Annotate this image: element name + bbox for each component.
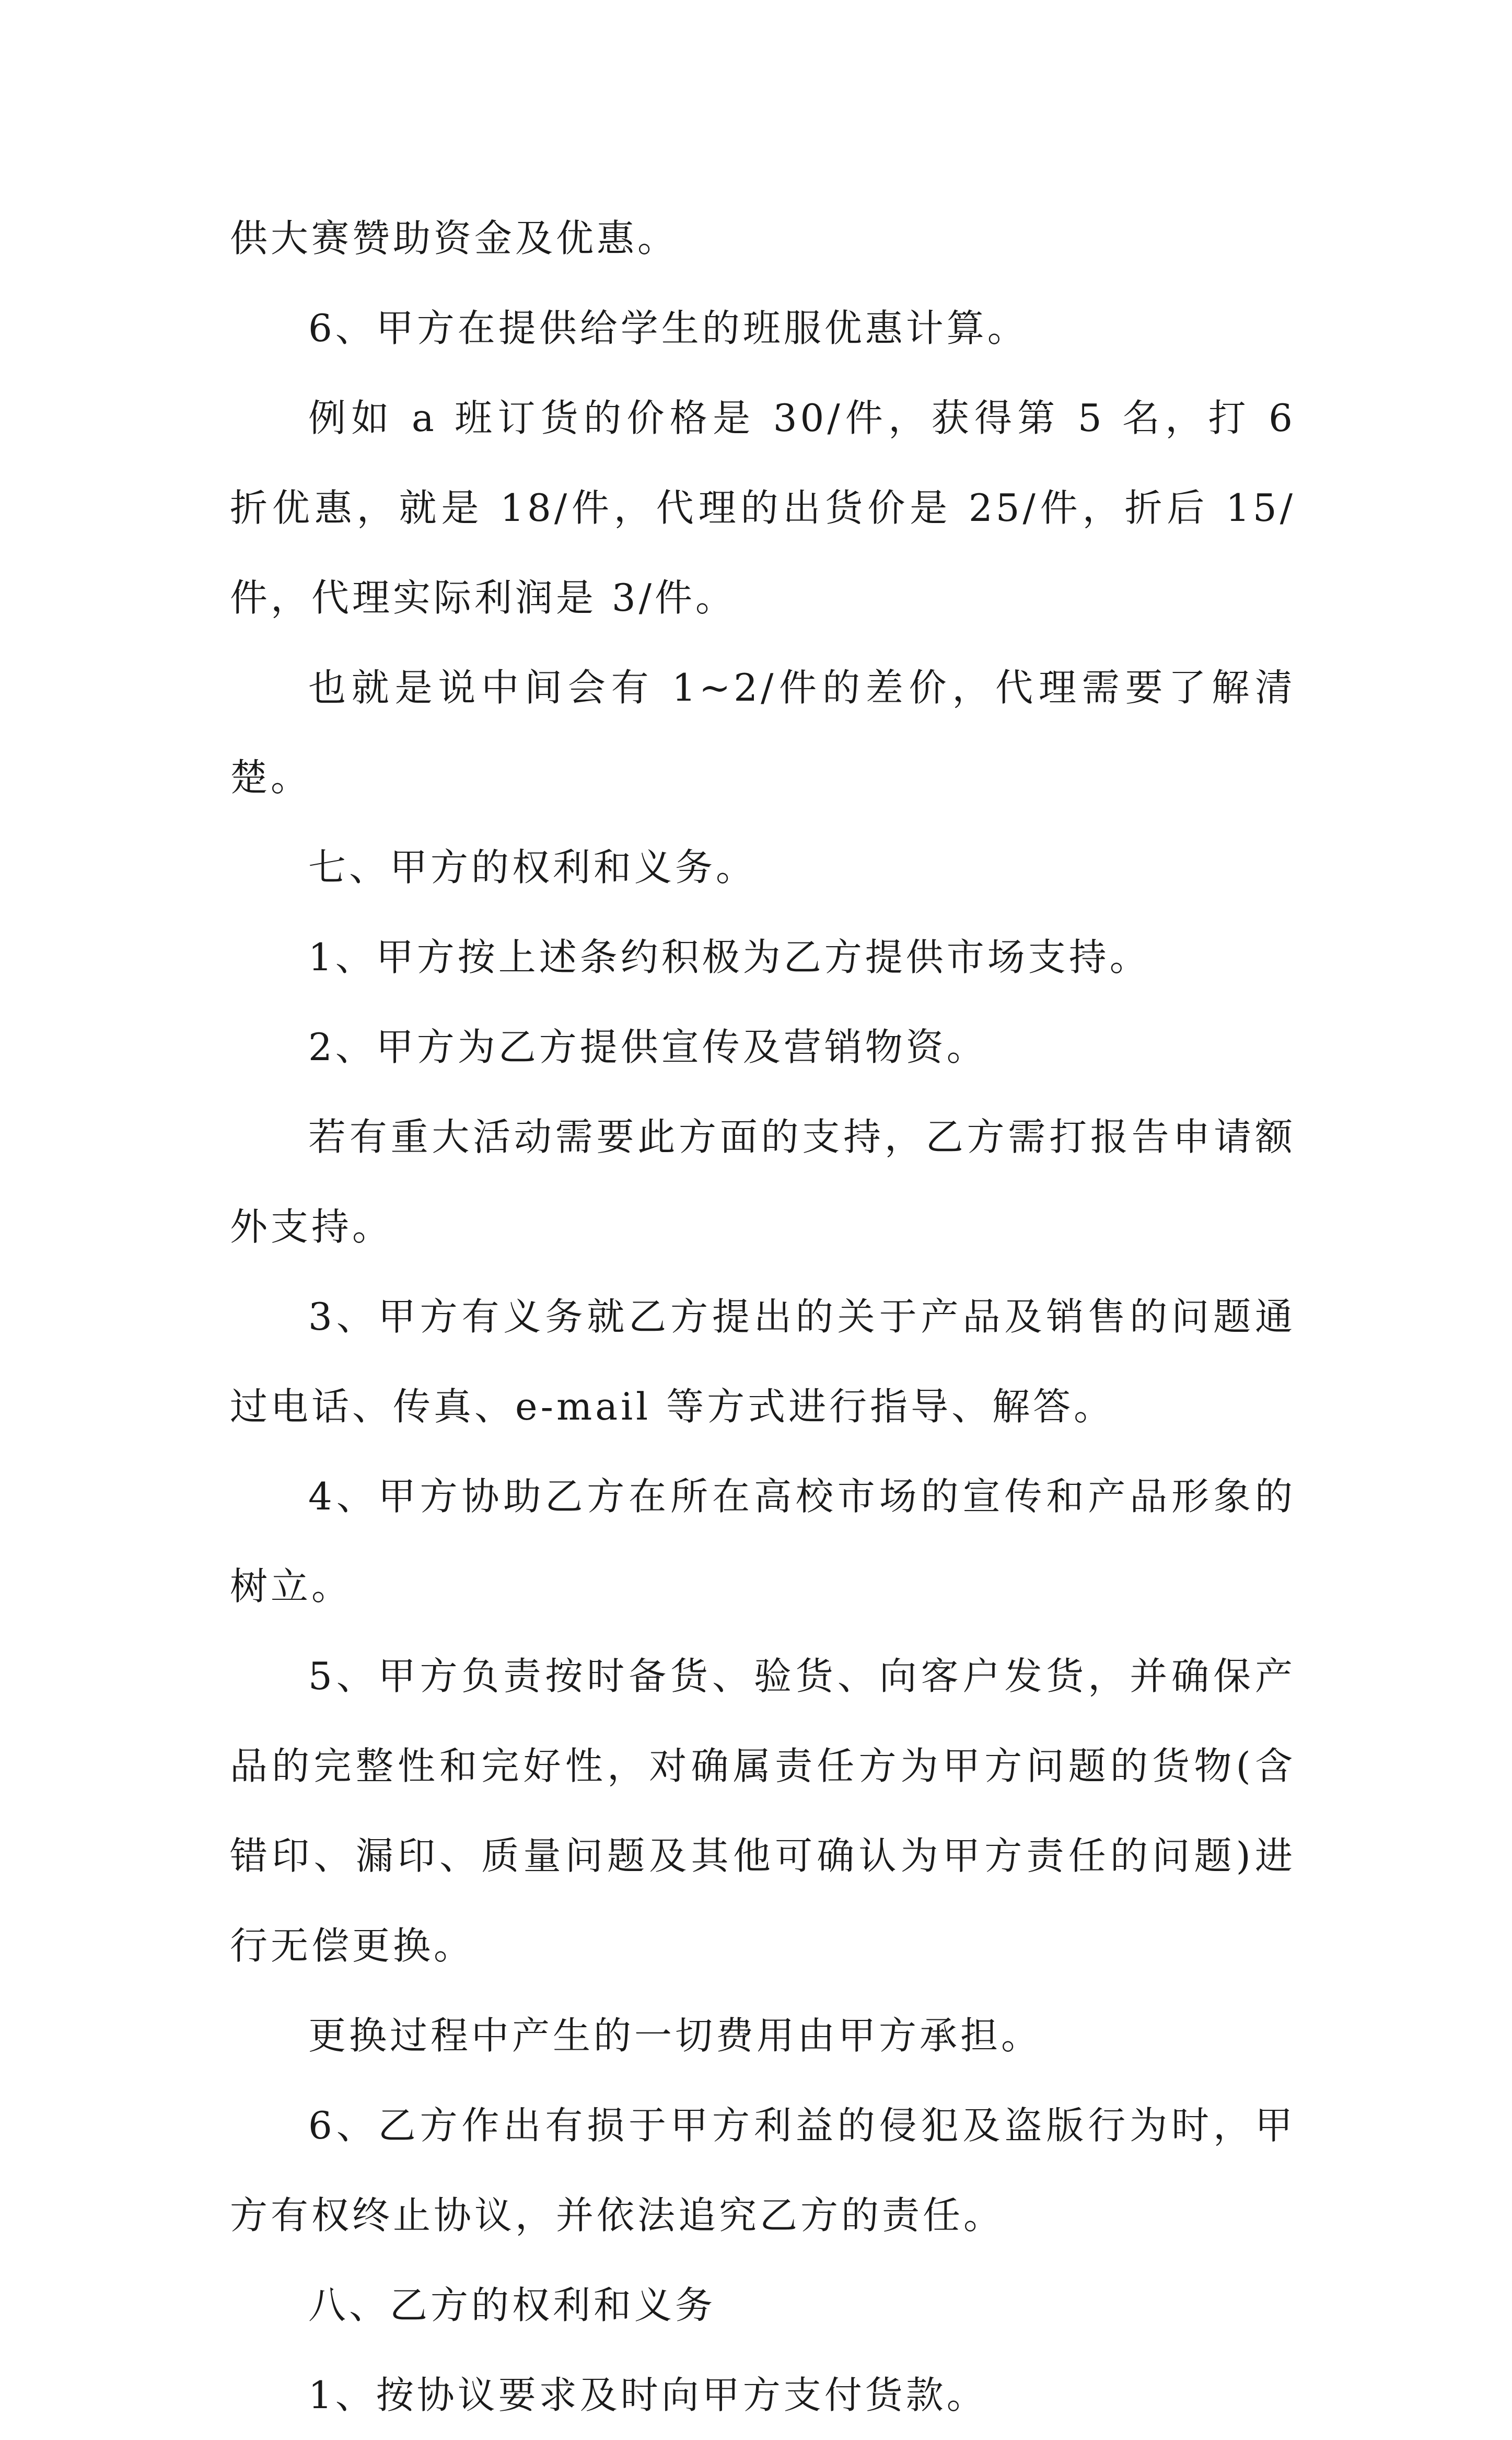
paragraph-2: 6、甲方在提供给学生的班服优惠计算。 <box>308 306 1028 350</box>
paragraph-8: 若有重大活动需要此方面的支持，乙方需打报告申请额外支持。 <box>230 1115 1296 1249</box>
paragraph-12: 更换过程中产生的一切费用由甲方承担。 <box>308 2014 1042 2058</box>
section-heading-8: 八、乙方的权利和义务 <box>308 2283 716 2327</box>
paragraph-7: 2、甲方为乙方提供宣传及营销物资。 <box>308 1025 987 1069</box>
paragraph-11: 5、甲方负责按时备货、验货、向客户发货，并确保产品的完整性和完好性，对确属责任方为甲方问题的货物(含错印、漏印、质量问题及其他可确认为甲方责任的问题)进行无偿更换。 <box>230 1654 1296 1968</box>
paragraph-9: 3、甲方有义务就乙方提出的关于产品及销售的问题通过电话、传真、e-mail 等方式进行指导、解答。 <box>230 1295 1296 1428</box>
paragraph-15: 1、按协议要求及时向甲方支付货款。 <box>308 2373 987 2417</box>
paragraph-4: 也就是说中间会有 1~2/件的差价，代理需要了解清楚。 <box>230 666 1296 799</box>
paragraph-10: 4、甲方协助乙方在所在高校市场的宣传和产品形象的树立。 <box>230 1474 1296 1608</box>
section-heading-7: 七、甲方的权利和义务。 <box>308 845 757 889</box>
paragraph-1: 供大赛赞助资金及优惠。 <box>230 216 679 260</box>
paragraph-13: 6、乙方作出有损于甲方利益的侵犯及盗版行为时，甲方有权终止协议，并依法追究乙方的责任。 <box>230 2104 1296 2237</box>
document-body <box>230 193 1296 2440</box>
paragraph-6: 1、甲方按上述条约积极为乙方提供市场支持。 <box>308 935 1150 979</box>
paragraph-3: 例如 a 班订货的价格是 30/件，获得第 5 名，打 6 折优惠，就是 18/件，代理的出货价是 25/件，折后 15/件，代理实际利润是 3/件。 <box>230 396 1296 620</box>
